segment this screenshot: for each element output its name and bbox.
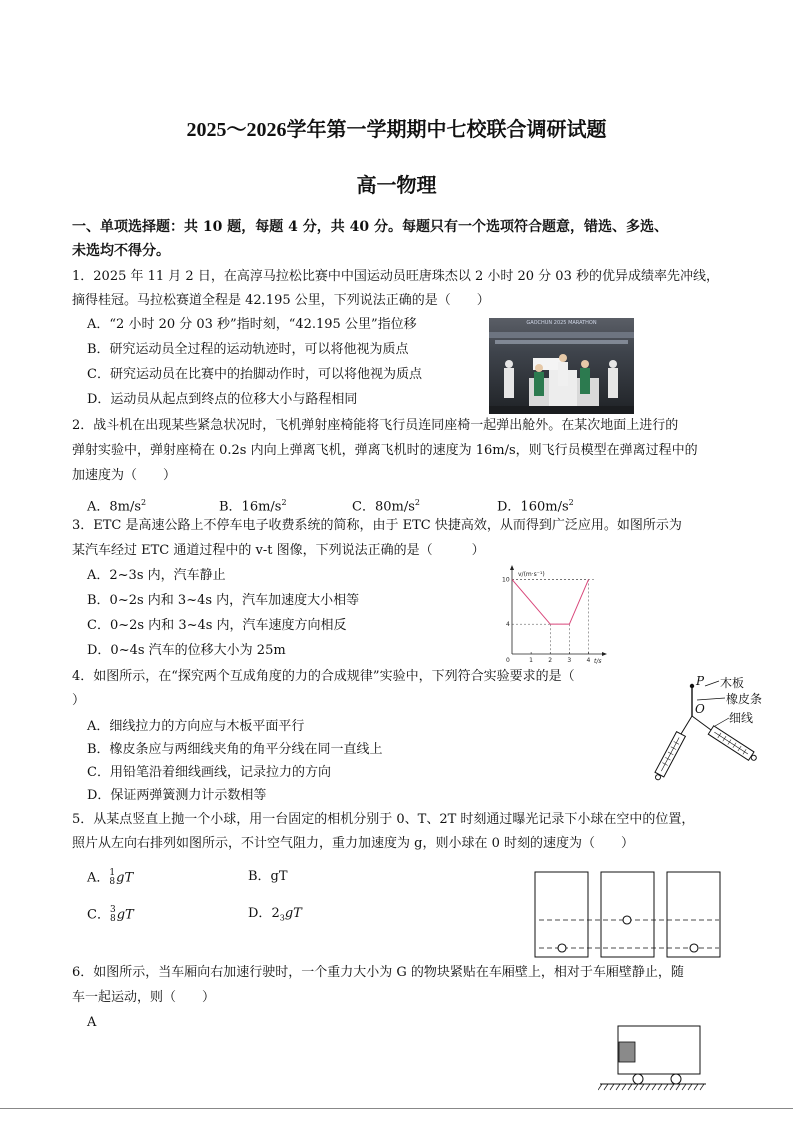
ball-at-2t <box>690 944 698 952</box>
label-p: P <box>696 674 705 688</box>
vt-x-arrow <box>602 652 607 656</box>
wheel-left <box>633 1074 643 1084</box>
q1-option-c: C．研究运动员在比赛中的抬脚动作时，可以将他视为质点 <box>87 367 422 382</box>
label-o: O <box>695 702 705 716</box>
q6-option-a: A <box>87 1015 97 1030</box>
vt-xtick-label-2: 2 <box>548 657 553 664</box>
q4-option-a: A．细线拉力的方向应与木板平面平行 <box>87 719 305 734</box>
q5-option-b: B．gT <box>248 869 288 884</box>
q1-option-b: B．研究运动员全过程的运动轨迹时，可以将他视为质点 <box>87 342 409 357</box>
rubber-pointer <box>697 698 725 700</box>
q5-a-num: 1 <box>109 868 116 878</box>
q2-option-d-exp: 2 <box>568 498 574 507</box>
q2-option-a-exp: 2 <box>141 498 147 507</box>
marathon-podium-photo <box>489 318 634 414</box>
q5-c-num: 3 <box>109 905 116 915</box>
q6-stem-line1: 6．如图所示，当车厢向右加速行驶时，一个重力大小为 G 的物块紧贴在车厢壁上，相对于车厢壁静止，随 <box>72 965 684 980</box>
q5-option-a <box>87 869 133 887</box>
vt-ytick-label-10: 10 <box>502 576 510 584</box>
spring-scale-right <box>708 726 758 764</box>
q2-stem-line1: 2．战斗机在出现某些紧急状况时，飞机弹射座椅能将飞行员连同座椅一起弹出舱外。在某次地面上进行的 <box>72 418 679 433</box>
q2-stem-line3: 加速度为（ ） <box>72 468 177 483</box>
q2-stem-line2: 弹射实验中，弹射座椅在 0.2s 内向上弹离飞机，弹离飞机时的速度为 16m/s，则飞行员模型在弹离过程中的 <box>72 443 698 458</box>
vt-y-arrow <box>510 565 514 570</box>
q3-option-a: A．2~3s 内，汽车静止 <box>87 568 226 583</box>
board-pointer <box>705 681 719 686</box>
q5-c-tail: gT <box>116 907 134 923</box>
vt-xlabel: t/s <box>594 658 602 665</box>
ground-hatching <box>598 1084 704 1090</box>
q5-option-c-fraction <box>110 906 116 924</box>
ball-photos-figure <box>533 870 723 960</box>
label-rubber: 橡皮条 <box>726 692 763 706</box>
q5-a-den: 8 <box>109 877 116 887</box>
q5-stem-line2: 照片从左向右排列如图所示，不计空气阻力，重力加速度为 g，则小球在 0 时刻的速度为（ ） <box>72 836 634 851</box>
q2-option-b-exp: 2 <box>281 498 287 507</box>
photo-frame-t <box>601 872 654 957</box>
q1-stem-line2: 摘得桂冠。马拉松赛道全程是 42.195 公里，下列说法正确的是（ ） <box>72 293 490 308</box>
vt-xtick-label-3: 3 <box>567 657 572 664</box>
q3-option-c: C．0~2s 内和 3~4s 内，汽车速度方向相反 <box>87 618 347 633</box>
q4-option-c: C．用铅笔沿着细线画线，记录拉力的方向 <box>87 765 331 780</box>
force-experiment-figure <box>645 672 780 784</box>
vt-xtick-label-1: 1 <box>529 657 533 664</box>
vt-xtick-label-0: 0 <box>506 657 510 664</box>
vt-xtick-label-4: 4 <box>586 657 591 664</box>
string-left <box>681 716 692 734</box>
q5-option-d-label: D． <box>248 906 272 921</box>
string-pointer <box>715 718 729 726</box>
q2-option-b-text: B．16m/s <box>219 499 282 515</box>
q6-stem-line2: 车一起运动，则（ ） <box>72 990 216 1005</box>
q2-option-d <box>497 495 574 515</box>
q3-stem-line1: 3．ETC 是高速公路上不停车电子收费系统的简称，由于 ETC 快捷高效，从而得到广泛应用。如图所示为 <box>72 518 682 533</box>
q2-option-a <box>87 495 146 515</box>
q5-option-a-fraction <box>109 869 115 887</box>
wheel-right <box>671 1074 681 1084</box>
q1-option-d: D．运动员从起点到终点的位移大小与路程相同 <box>87 392 358 407</box>
q4-option-d: D．保证两弹簧测力计示数相等 <box>87 788 267 803</box>
q5-d-tail: gT <box>284 906 302 921</box>
q2-option-c-text: C．80m/s <box>352 499 415 515</box>
q5-stem-line1: 5．从某点竖直上抛一个小球，用一台固定的相机分别于 0、T、2T 时刻通过曝光记录下小球在空中的位置， <box>72 812 695 827</box>
q4-option-b: B．橡皮条应与两细线夹角的角平分线在同一直线上 <box>87 742 383 757</box>
ball-at-t <box>623 916 631 924</box>
q5-option-c <box>87 906 134 924</box>
q5-option-a-label: A． <box>87 870 110 886</box>
q1-option-a: A．“2 小时 20 分 03 秒”指时刻，“42.195 公里”指位移 <box>87 317 417 332</box>
q5-d-den: 3 <box>279 913 285 923</box>
vt-ytick-label-4: 4 <box>506 621 510 629</box>
section-heading-line2: 未选均不得分。 <box>72 243 170 259</box>
q5-option-d <box>248 906 302 927</box>
q2-option-d-text: D．160m/s <box>497 499 569 515</box>
block-on-wall <box>619 1042 635 1062</box>
subject-title: 高一物理 <box>356 175 437 197</box>
q5-option-c-label: C． <box>87 907 110 923</box>
section-heading-line1: 一、单项选择题：共 10 题，每题 4 分，共 40 分。每题只有一个选项符合题意，错选、多选、 <box>72 219 668 235</box>
q2-option-c-exp: 2 <box>414 498 420 507</box>
vt-series-line <box>512 579 589 624</box>
q1-stem-line1: 1．2025 年 11 月 2 日，在高淳马拉松比赛中中国运动员旺唐珠杰以 2 小时 20 分 03 秒的优异成绩率先冲线， <box>72 269 719 284</box>
q3-stem-line2: 某汽车经过 ETC 通道过程中的 v-t 图像，下列说法正确的是（ ） <box>72 543 485 558</box>
q4-stem-line2: ） <box>72 693 86 708</box>
spring-scale-left <box>652 732 685 782</box>
q3-option-d: D．0~4s 汽车的位移大小为 25m <box>87 643 286 658</box>
q2-option-a-text: A．8m/s <box>87 499 142 515</box>
q4-stem-line1: 4．如图所示，在“探究两个互成角度的力的合成规律”实验中，下列符合实验要求的是（ <box>72 669 575 684</box>
page-bottom-rule <box>0 1108 793 1109</box>
label-board: 木板 <box>720 676 745 690</box>
q2-option-c <box>352 495 420 515</box>
podium-scene <box>489 318 634 414</box>
ball-at-0 <box>558 944 566 952</box>
q5-c-den: 8 <box>109 914 116 924</box>
vt-ylabel: v/(m·s⁻¹) <box>518 571 545 578</box>
q5-d-num: 2 <box>271 906 280 921</box>
q3-option-b: B．0~2s 内和 3~4s 内，汽车加速度大小相等 <box>87 593 360 608</box>
string-right <box>692 716 711 730</box>
q5-a-tail: gT <box>116 870 134 886</box>
accelerating-cart-figure <box>598 1020 708 1096</box>
photo-banner: GAOCHUN 2025 MARATHON <box>526 320 597 326</box>
label-string: 细线 <box>729 711 754 725</box>
q2-option-b <box>219 495 287 515</box>
exam-title: 2025～2026学年第一学期期中七校联合调研试题 <box>186 119 607 141</box>
vt-chart <box>500 562 610 668</box>
